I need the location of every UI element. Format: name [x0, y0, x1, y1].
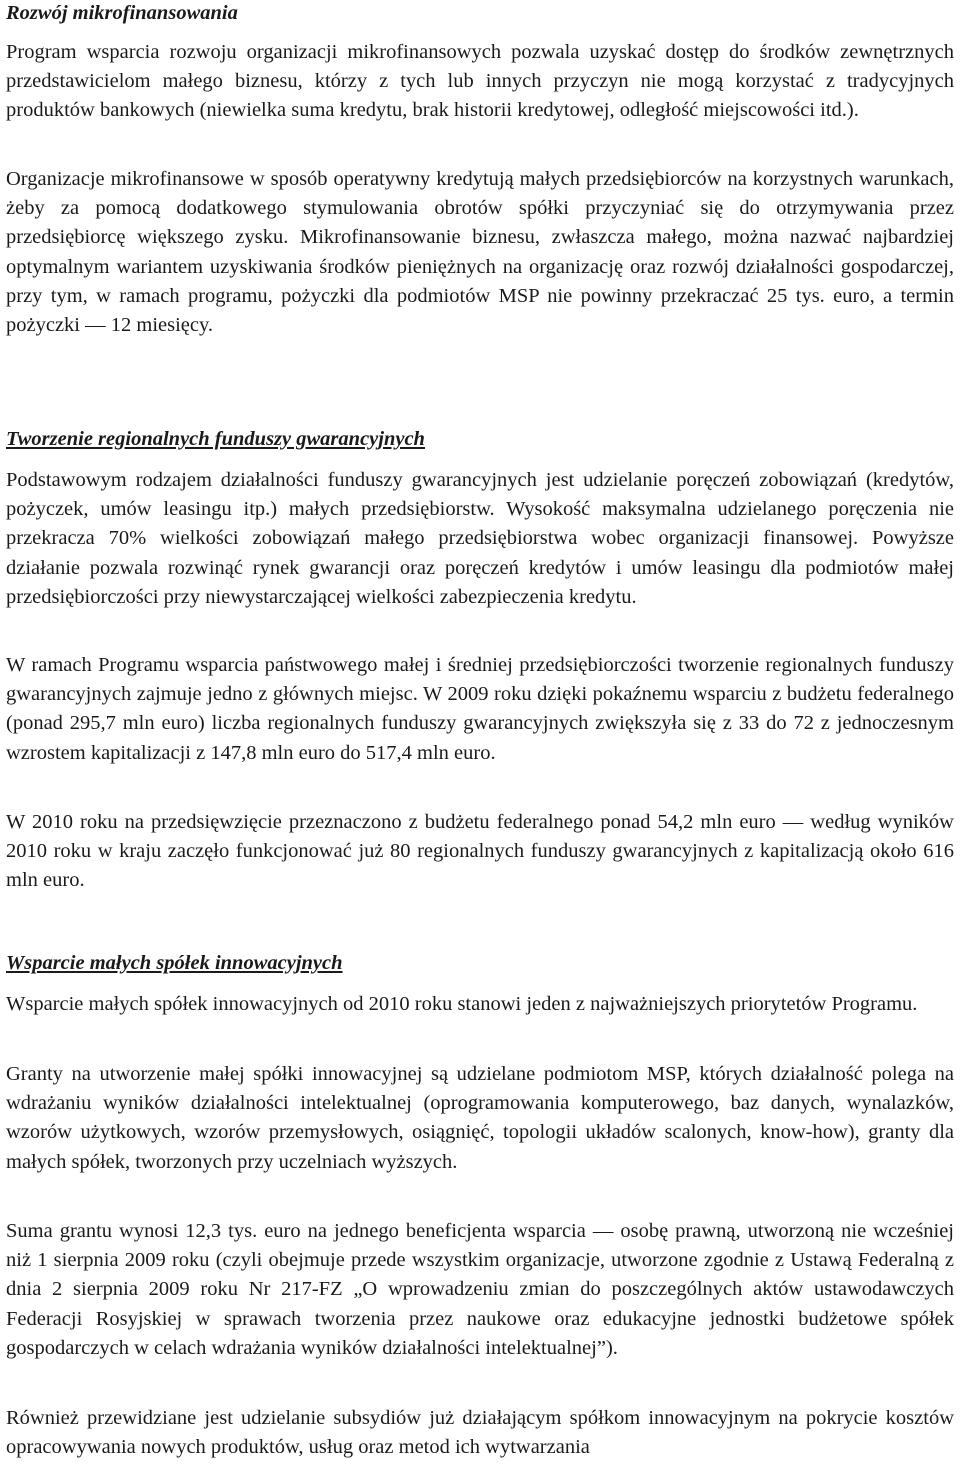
paragraph: Wsparcie małych spółek innowacyjnych od 2010 roku stanowi jeden z najważniejszych priorytetów Programu. — [6, 993, 918, 1015]
paragraph: Program wsparcia rozwoju organizacji mikrofinansowych pozwala uzyskać dostęp do środków zewnętrznych przedstawicielom małego biznesu, którzy z tych lub innych przyczyn nie mogą korzystać z tradycyjnych produktów bankowych (niewielka suma kredytu, brak historii kredytowej, odległość miejscowości itd.). — [6, 41, 954, 122]
section-heading-microfinance: Rozwój mikrofinansowania — [6, 2, 238, 24]
paragraph: Również przewidziane jest udzielanie subsydiów już działającym spółkom innowacyjnym na pokrycie kosztów opracowywania nowych produktów, usług oraz metod ich wytwarzania — [6, 1407, 954, 1459]
paragraph: Organizacje mikrofinansowe w sposób operatywny kredytują małych przedsiębiorców na korzystnych warunkach, żeby za pomocą dodatkowego stymulowania obrotów spółki przyczyniać się do otrzymywania przez przedsiębiorcę większego zysku. Mikrofinansowanie biznesu, zwłaszcza małego, można nazwać najbardziej optymalnym wariantem uzyskiwania środków pieniężnych na organizację oraz rozwój działalności gospodarczej, przy tym, w ramach programu, pożyczki dla podmiotów MSP nie powinny przekraczać 25 tys. euro, a termin pożyczki — 12 miesięcy. — [6, 168, 954, 337]
paragraph: W 2010 roku na przedsięwzięcie przeznaczono z budżetu federalnego ponad 54,2 mln euro — według wyników 2010 roku w kraju zaczęło funkcjonować już 80 regionalnych funduszy gwarancyjnych z kapitalizacją około 616 mln euro. — [6, 811, 954, 892]
paragraph: Granty na utworzenie małej spółki innowacyjnej są udzielane podmiotom MSP, których działalność polega na wdrażaniu wyników działalności intelektualnej (oprogramowania komputerowego, baz danych, wynalazków, wzorów użytkowych, wzorów przemysłowych, osiągnięć, topologii układów scalonych, know-how), granty dla małych spółek, tworzonych przy uczelniach wyższych. — [6, 1063, 954, 1173]
section-heading-guarantee-funds: Tworzenie regionalnych funduszy gwarancyjnych — [6, 428, 425, 450]
paragraph: W ramach Programu wsparcia państwowego małej i średniej przedsiębiorczości tworzenie regionalnych funduszy gwarancyjnych zajmuje jedno z głównych miejsc. W 2009 roku dzięki pokaźnemu wsparciu z budżetu federalnego (ponad 295,7 mln euro) liczba regionalnych funduszy gwarancyjnych zwiększyła się z 33 do 72 z jednoczesnym wzrostem kapitalizacji z 147,8 mln euro do 517,4 mln euro. — [6, 654, 954, 764]
paragraph: Suma grantu wynosi 12,3 tys. euro na jednego beneficjenta wsparcia — osobę prawną, utworzoną nie wcześniej niż 1 sierpnia 2009 roku (czyli obejmuje przede wszystkim organizacje, utworzone zgodnie z Ustawą Federalną z dnia 2 sierpnia 2009 roku Nr 217-FZ „O wprowadzeniu zmian do poszczególnych aktów ustawodawczych Federacji Rosyjskiej w sprawach tworzenia przez naukowe oraz edukacyjne jednostki budżetowe spółek gospodarczych w celach wdrażania wyników działalności intelektualnej”). — [6, 1220, 954, 1359]
section-heading-innovative-companies: Wsparcie małych spółek innowacyjnych — [6, 952, 343, 974]
paragraph: Podstawowym rodzajem działalności funduszy gwarancyjnych jest udzielanie poręczeń zobowiązań (kredytów, pożyczek, umów leasingu itp.) małych przedsiębiorstw. Wysokość maksymalna udzielanego poręczenia nie przekracza 70% wielkości zobowiązań małego przedsiębiorstwa wobec organizacji finansowej. Powyższe działanie pozwala rozwinąć rynek gwarancji oraz poręczeń kredytów i umów leasingu dla podmiotów małej przedsiębiorczości przy niewystarczającej wielkości zabezpieczenia kredytu. — [6, 469, 954, 608]
